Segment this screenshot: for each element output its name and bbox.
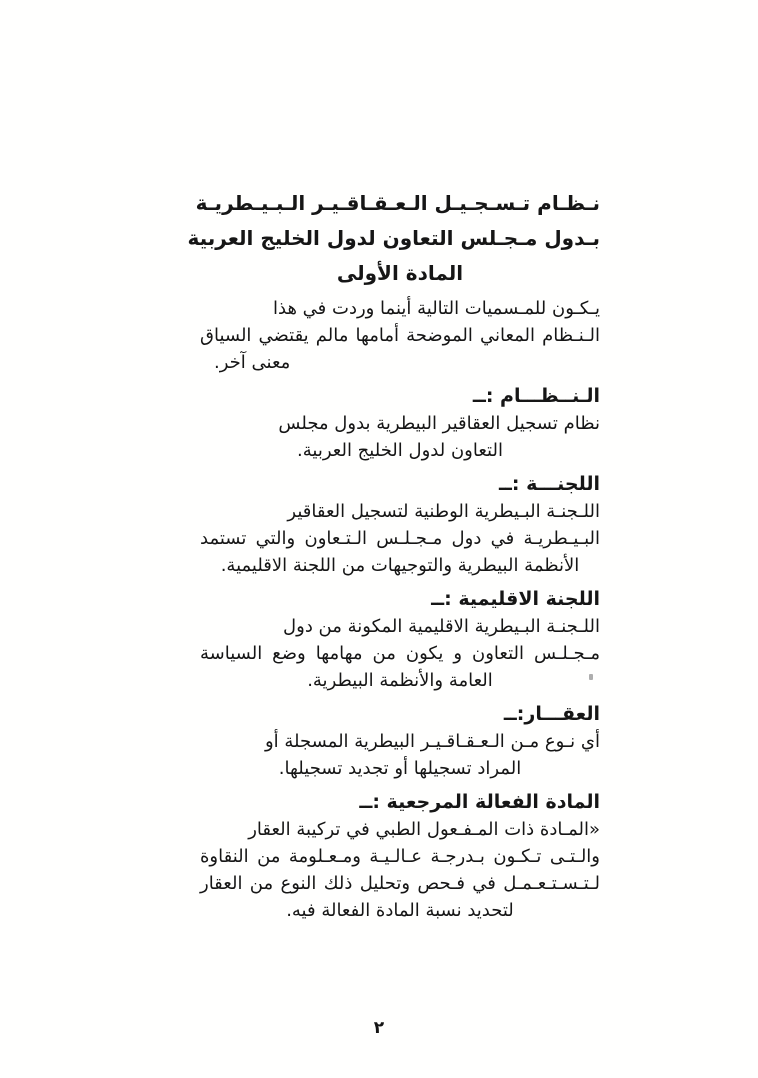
- paragraph-line: الأنظمة البيطرية والتوجيهات من اللجنة الاقليمية.: [220, 555, 580, 576]
- definition-heading: الـنــظـــام :ــ: [472, 385, 600, 407]
- paragraph-line: معنى آخر.: [214, 352, 291, 373]
- definition-heading: المادة الفعالة المرجعية :ــ: [359, 791, 600, 813]
- paragraph-line: يـكـون للمـسميات التالية أينما وردت في هذا: [273, 298, 600, 319]
- document-title-line: بـدول مـجـلس التعاون لدول الخليج العربية: [187, 226, 600, 250]
- paragraph-line: «المـادة ذات المـفـعول الطبي في تركيبة العقار: [248, 819, 600, 840]
- paragraph-line: أي نـوع مـن الـعـقـاقـيـر البيطرية المسجلة أو: [264, 731, 600, 752]
- paragraph-line: العامة والأنظمة البيطرية.: [307, 670, 493, 691]
- paragraph-line: التعاون لدول الخليج العربية.: [297, 440, 503, 461]
- page-number: ٢: [373, 1018, 385, 1038]
- paragraph-line: لتحديد نسبة المادة الفعالة فيه.: [286, 900, 514, 921]
- paragraph-line: والـتـى تـكـون بـدرجـة عـالـيـة ومـعـلومة من النقاوة: [200, 846, 600, 867]
- paragraph-line: البـيـطريـة في دول مـجـلـس الـتـعاون والتي تستمد: [200, 528, 600, 549]
- definition-heading: العقـــار:ــ: [503, 703, 600, 725]
- document-body: [187, 186, 600, 924]
- scan-speck: [589, 674, 593, 680]
- paragraph-line: لـتـسـتـعـمـل في فـحص وتحليل ذلك النوع من العقار: [200, 873, 600, 894]
- article-title: المادة الأولى: [336, 261, 464, 285]
- paragraph-line: نظام تسجيل العقاقير البيطرية بدول مجلس: [278, 413, 600, 434]
- document-title-line: نـظـام تـسـجـيـل الـعـقـاقـيـر الـبـيـطريـة: [195, 191, 600, 215]
- definition-heading: اللجنة الاقليمية :ــ: [431, 588, 600, 610]
- paragraph-line: اللـجنـة البـيطرية الاقليمية المكونة من دول: [283, 616, 600, 637]
- paragraph-line: اللـجنـة البـيطرية الوطنية لتسجيل العقاقير: [287, 501, 600, 522]
- paragraph-line: المراد تسجيلها أو تجديد تسجيلها.: [278, 758, 522, 779]
- paragraph-line: مـجـلـس التعاون و يكون من مهامها وضع السياسة: [200, 643, 600, 664]
- paragraph-line: الـنـظام المعاني الموضحة أمامها مالم يقتضي السياق: [200, 325, 600, 346]
- definition-heading: اللجنـــة :ــ: [498, 473, 600, 495]
